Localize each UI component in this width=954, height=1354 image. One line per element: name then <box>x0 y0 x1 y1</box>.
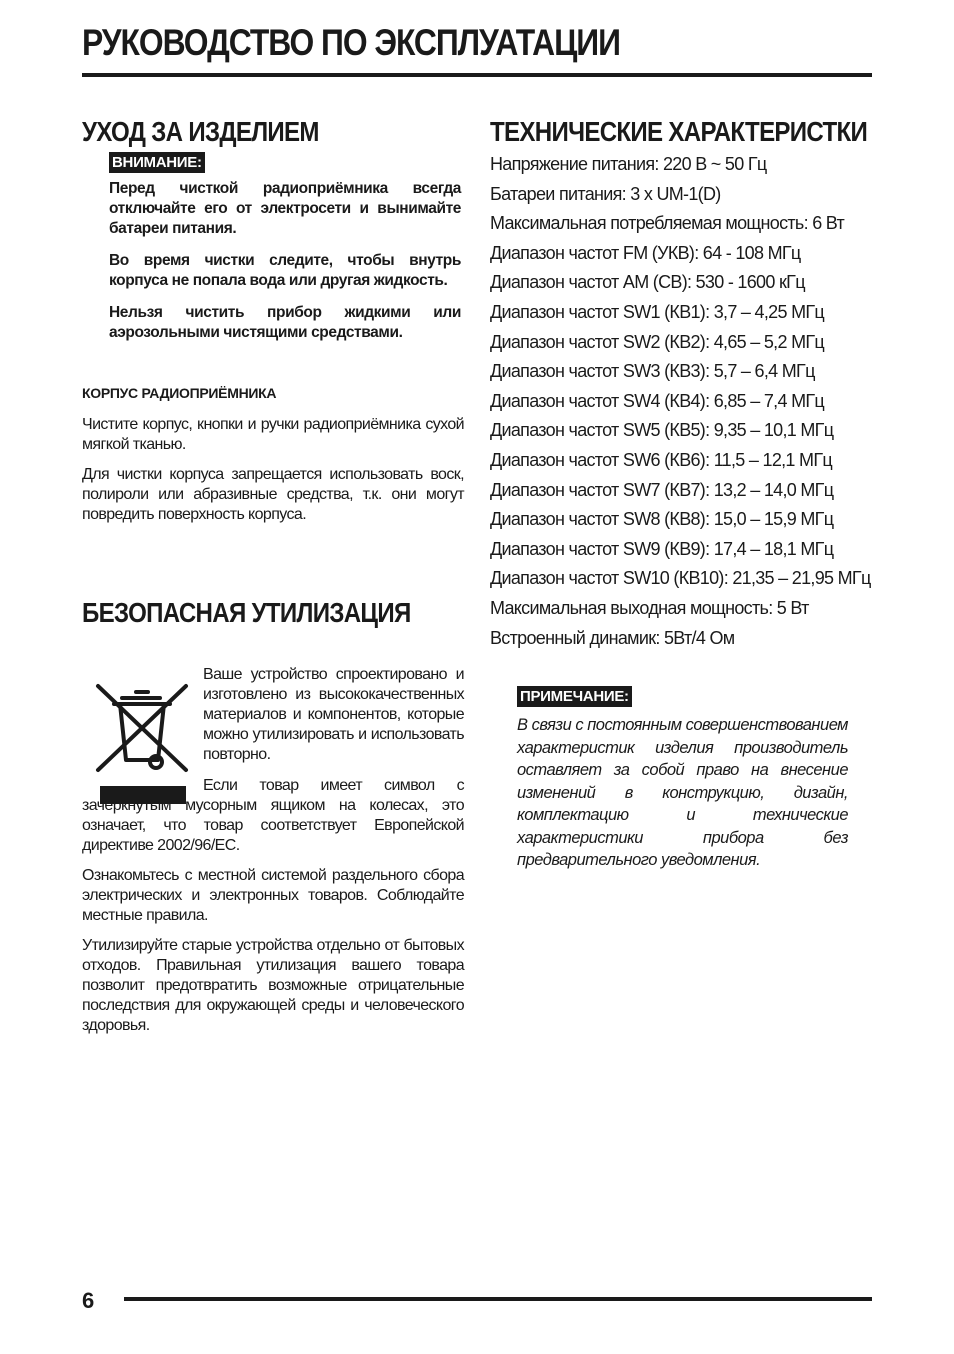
spec-item: Максимальная потребляемая мощность: 6 Вт <box>490 213 845 234</box>
spec-item: Диапазон частот SW2 (КВ2): 4,65 – 5,2 МГц <box>490 331 825 352</box>
case-subheading: КОРПУС РАДИОПРИЁМНИКА <box>82 385 277 401</box>
specs-heading: ТЕХНИЧЕСКИЕ ХАРАКТЕРИСТКИ <box>490 116 868 147</box>
case-cleaning-section <box>82 385 464 535</box>
page-title: РУКОВОДСТВО ПО ЭКСПЛУАТАЦИИ <box>82 22 620 63</box>
note-block <box>517 686 848 872</box>
spec-item: Диапазон частот SW6 (КВ6): 11,5 – 12,1 МГц <box>490 449 832 470</box>
spec-item: Диапазон частот SW8 (КВ8): 15,0 – 15,9 МГц <box>490 509 834 530</box>
disposal-body <box>82 776 464 1046</box>
note-text: В связи с постоянным совершенствованием характеристик изделия производитель оставляет за собой право на внесение изменений в конструкцию, дизайн, комплектацию и технические характеристики прибора без предварительного уведомления. <box>517 716 848 869</box>
header-rule <box>82 73 872 77</box>
spec-item: Диапазон частот SW1 (КВ1): 3,7 – 4,25 МГц <box>490 301 825 322</box>
spec-item: Диапазон частот FM (УКВ): 64 - 108 МГц <box>490 242 801 263</box>
disposal-heading: БЕЗОПАСНАЯ УТИЛИЗАЦИЯ <box>82 597 411 628</box>
disposal-paragraph: Ваше устройство спроектировано и изготовлено из высококачественных материалов и компонентов, которые можно утилизировать и использовать повторно. <box>203 666 464 763</box>
care-section <box>82 116 464 355</box>
specs-section <box>490 116 872 653</box>
disposal-paragraph: Если товар имеет символ с зачеркнутым мусорным ящиком на колесах, это означает, что товар соответствует Европейской директиве 2002/96/EC. <box>82 777 464 854</box>
disposal-intro <box>203 665 464 775</box>
warning-label: ВНИМАНИЕ: <box>109 152 205 173</box>
warning-block <box>109 152 464 343</box>
spec-item: Батареи питания: 3 х UM-1(D) <box>490 183 721 204</box>
warning-text: Во время чистки следите, чтобы внутрь корпуса не попала вода или другая жидкость. <box>109 252 461 289</box>
spec-item: Диапазон частот SW5 (КВ5): 9,35 – 10,1 МГц <box>490 420 834 441</box>
spec-item: Встроенный динамик: 5Вт/4 Ом <box>490 627 735 648</box>
case-paragraph: Чистите корпус, кнопки и ручки радиоприёмника сухой мягкой тканью. <box>82 416 464 453</box>
specs-list <box>490 150 872 653</box>
spec-item: Напряжение питания: 220 В ~ 50 Гц <box>490 154 767 174</box>
page-number: 6 <box>82 1288 95 1313</box>
spec-item: Диапазон частот SW10 (КВ10): 21,35 – 21,95 МГц <box>490 568 871 589</box>
disposal-paragraph: Ознакомьтесь с местной системой раздельного сбора электрических и электронных товаров. Соблюдайте местные правила. <box>82 867 464 924</box>
footer-rule <box>124 1297 872 1301</box>
note-label: ПРИМЕЧАНИЕ: <box>517 686 632 707</box>
spec-item: Диапазон частот SW3 (КВ3): 5,7 – 6,4 МГц <box>490 361 815 382</box>
warning-text: Перед чисткой радиоприёмника всегда отключайте его от электросети и вынимайте батареи питания. <box>109 180 461 237</box>
case-paragraph: Для чистки корпуса запрещается использовать воск, полироли или абразивные средства, т.к. они могут повредить поверхность корпуса. <box>82 466 464 523</box>
spec-item: Диапазон частот SW7 (КВ7): 13,2 – 14,0 МГц <box>490 479 834 500</box>
spec-item: Максимальная выходная мощность: 5 Вт <box>490 597 809 618</box>
care-heading: УХОД ЗА ИЗДЕЛИЕМ <box>82 116 319 147</box>
spec-item: Диапазон частот AM (СВ): 530 - 1600 кГц <box>490 272 805 293</box>
warning-text: Нельзя чистить прибор жидкими или аэрозольными чистящими средствами. <box>109 304 461 341</box>
spec-item: Диапазон частот SW9 (КВ9): 17,4 – 18,1 МГц <box>490 538 834 559</box>
spec-item: Диапазон частот SW4 (КВ4): 6,85 – 7,4 МГц <box>490 390 825 411</box>
disposal-paragraph: Утилизируйте старые устройства отдельно от бытовых отходов. Правильная утилизация вашего товара позволит предотвратить возможные отрицательные последствия для окружающей среды и человеческого здоровья. <box>82 937 464 1034</box>
